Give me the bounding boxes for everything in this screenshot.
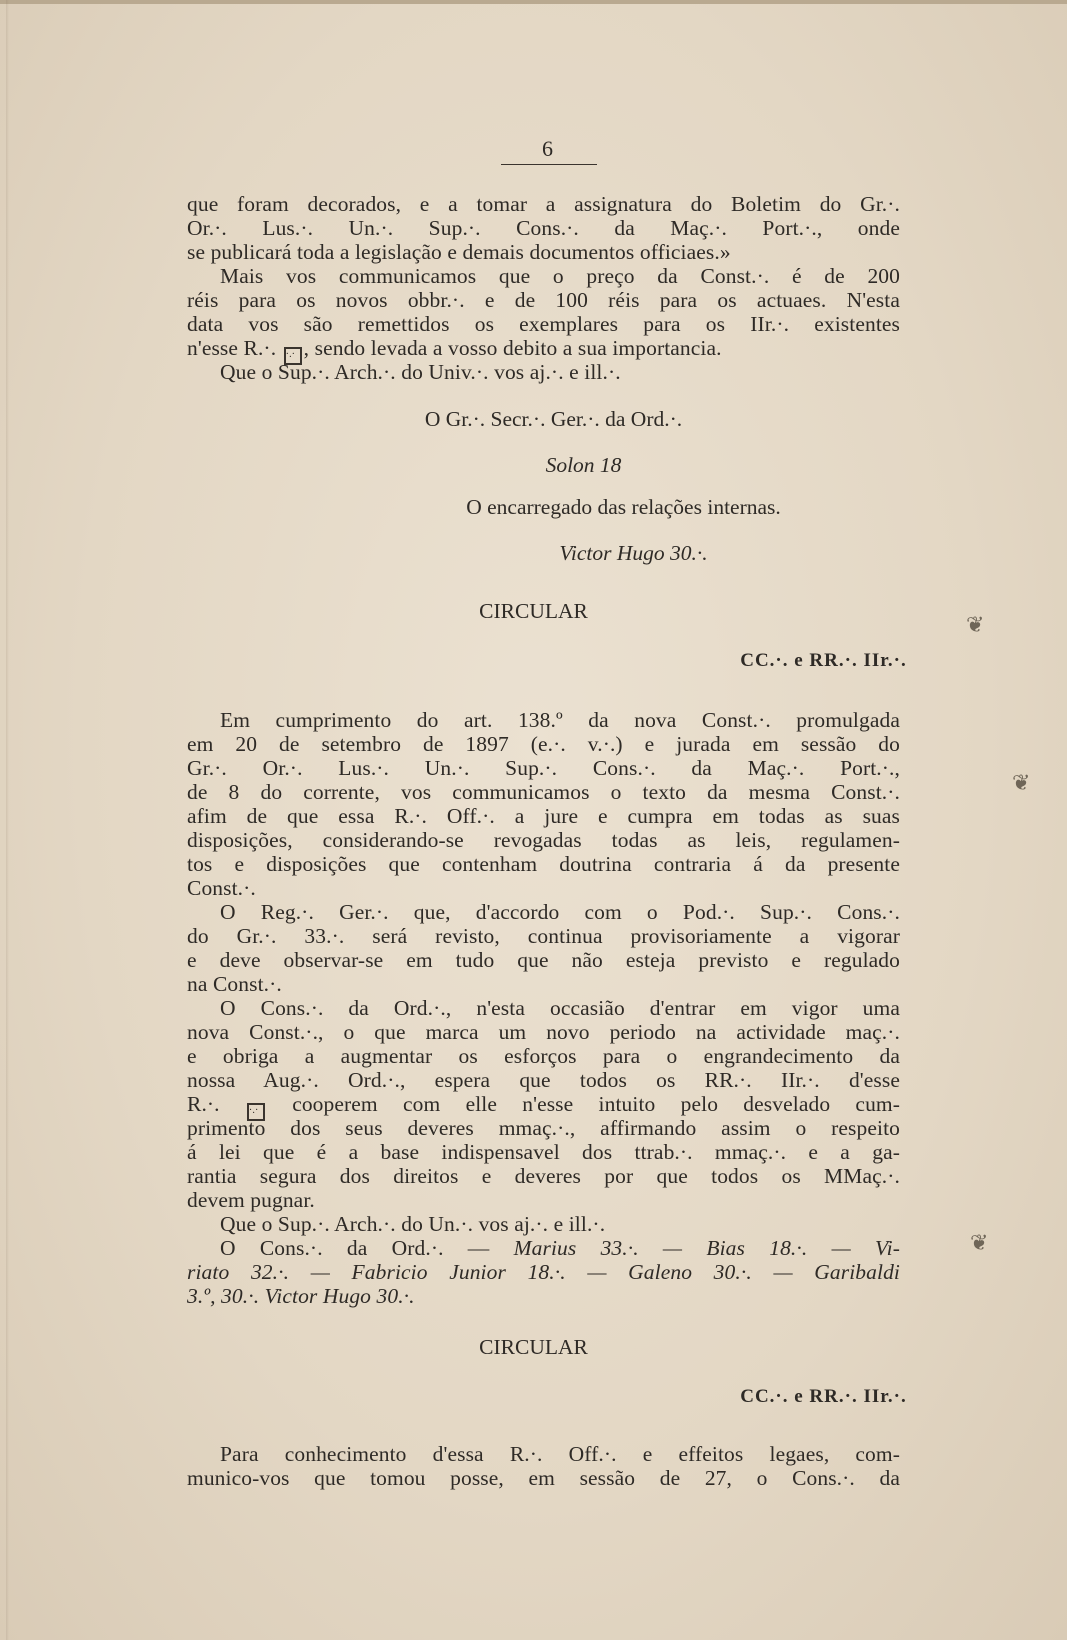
text-fragment: n'esse R.·. bbox=[187, 336, 277, 360]
text-line: Or.·. Lus.·. Un.·. Sup.·. Cons.·. da Maç.·. Port.·., onde bbox=[187, 216, 900, 240]
text-line: Que o Sup.·. Arch.·. do Univ.·. vos aj.·. e ill.·. bbox=[220, 360, 621, 384]
text-line: data vos são remettidos os exemplares para os IIr.·. existentes bbox=[187, 312, 900, 336]
text-line: réis para os novos obbr.·. e de 100 réis para os actuaes. N'esta bbox=[187, 288, 900, 312]
lodge-square-symbol: ·.· bbox=[247, 1103, 265, 1121]
text-line: tos e disposições que contenham doutrina contraria á da presente bbox=[187, 852, 900, 876]
text-line: disposições, considerando-se revogadas todas as leis, regulamen- bbox=[187, 828, 900, 852]
text-line: O Cons.·. da Ord.·., n'esta occasião d'entrar em vigor uma bbox=[220, 996, 900, 1020]
text-fragment: , sendo levada a vosso debito a sua importancia. bbox=[303, 336, 722, 360]
page-number: 6 bbox=[542, 136, 553, 161]
text-line: Gr.·. Or.·. Lus.·. Un.·. Sup.·. Cons.·. da Maç.·. Port.·., bbox=[187, 756, 900, 780]
text-line: afim de que essa R.·. Off.·. a jure e cumpra em todas as suas bbox=[187, 804, 900, 828]
signature-line: riato 32.·. — Fabricio Junior 18.·. — Galeno 30.·. — Garibaldi bbox=[187, 1260, 900, 1284]
circular-title: CIRCULAR bbox=[479, 1335, 588, 1359]
text-line: que foram decorados, e a tomar a assignatura do Boletim do Gr.·. bbox=[187, 192, 900, 216]
margin-ornament-icon: ❦ bbox=[966, 612, 985, 637]
signature-names: Marius 33.·. — Bias 18.·. — Vi- bbox=[513, 1236, 900, 1260]
margin-ornament-icon: ❦ bbox=[1012, 770, 1031, 795]
page-top-edge bbox=[0, 0, 1067, 4]
circular-salutation: CC.·. e RR.·. IIr.·. bbox=[740, 1386, 907, 1407]
signature-role: O encarregado das relações internas. bbox=[466, 495, 781, 519]
text-line: á lei que é a base indispensavel dos ttrab.·. mmaç.·. e a ga- bbox=[187, 1140, 900, 1164]
text-line: Mais vos communicamos que o preço da Const.·. é de 200 bbox=[220, 264, 900, 288]
signature-name: Victor Hugo 30.·. bbox=[559, 541, 708, 565]
text-line: primento dos seus deveres mmaç.·., affirmando assim o respeito bbox=[187, 1116, 900, 1140]
text-line: Em cumprimento do art. 138.º da nova Const.·. promulgada bbox=[220, 708, 900, 732]
signature-line: 3.º, 30.·. Victor Hugo 30.·. bbox=[187, 1284, 415, 1308]
text-line: do Gr.·. 33.·. será revisto, continua provisoriamente a vigorar bbox=[187, 924, 900, 948]
text-line: O Reg.·. Ger.·. que, d'accordo com o Pod.·. Sup.·. Cons.·. bbox=[220, 900, 900, 924]
text-fragment: O Cons.·. da Ord.·. — bbox=[220, 1236, 490, 1260]
text-line: se publicará toda a legislação e demais documentos officiaes.» bbox=[187, 240, 731, 264]
text-line: e obriga a augmentar os esforços para o engrandecimento da bbox=[187, 1044, 900, 1068]
signature-office: O Gr.·. Secr.·. Ger.·. da Ord.·. bbox=[424, 407, 683, 431]
signature-name: Solon 18 bbox=[545, 453, 622, 477]
circular-title: CIRCULAR bbox=[479, 599, 588, 623]
text-line: Que o Sup.·. Arch.·. do Un.·. vos aj.·. e ill.·. bbox=[220, 1212, 606, 1236]
text-fragment: cooperem com elle n'esse intuito pelo desvelado cum- bbox=[292, 1092, 901, 1116]
circular-salutation: CC.·. e RR.·. IIr.·. bbox=[740, 650, 907, 671]
signature-line bbox=[220, 1236, 900, 1260]
text-line: na Const.·. bbox=[187, 972, 282, 996]
text-line: Const.·. bbox=[187, 876, 256, 900]
page-number-rule bbox=[501, 164, 597, 165]
text-line: devem pugnar. bbox=[187, 1188, 315, 1212]
text-line: de 8 do corrente, vos communicamos o texto da mesma Const.·. bbox=[187, 780, 900, 804]
text-fragment: R.·. bbox=[187, 1092, 220, 1116]
text-line: em 20 de setembro de 1897 (e.·. v.·.) e jurada em sessão do bbox=[187, 732, 900, 756]
text-line: munico-vos que tomou posse, em sessão de 27, o Cons.·. da bbox=[187, 1466, 900, 1490]
text-line: rantia segura dos direitos e deveres por que todos os MMaç.·. bbox=[187, 1164, 900, 1188]
lodge-square-symbol: ·.· bbox=[284, 347, 302, 365]
text-line: nossa Aug.·. Ord.·., espera que todos os RR.·. IIr.·. d'esse bbox=[187, 1068, 900, 1092]
text-line: Para conhecimento d'essa R.·. Off.·. e effeitos legaes, com- bbox=[220, 1442, 900, 1466]
text-line: nova Const.·., o que marca um novo periodo na actividade maç.·. bbox=[187, 1020, 900, 1044]
text-line: e deve observar-se em tudo que não esteja previsto e regulado bbox=[187, 948, 900, 972]
margin-ornament-icon: ❦ bbox=[970, 1230, 989, 1255]
